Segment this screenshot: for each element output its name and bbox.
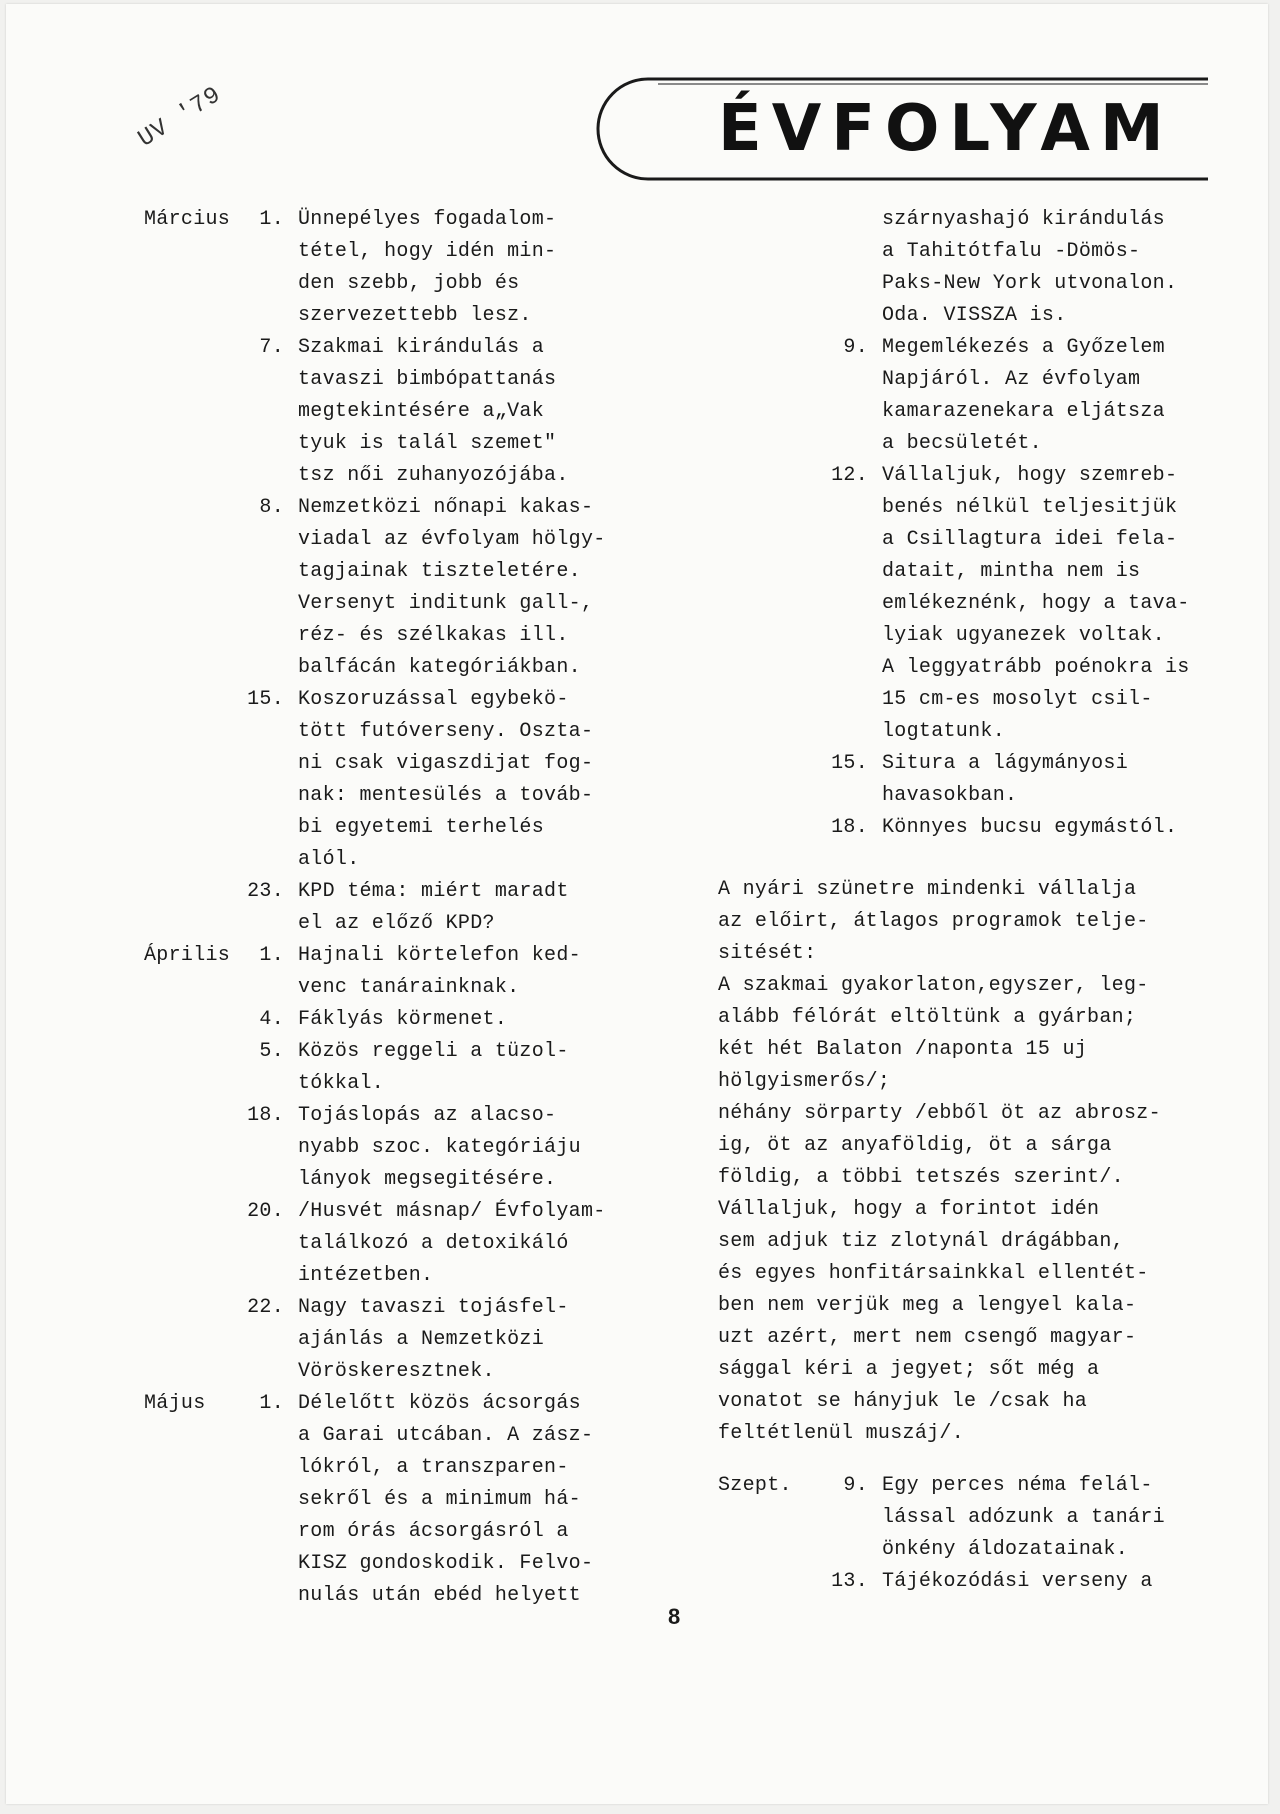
entry-month (144, 1196, 236, 1292)
calendar-entry (144, 1004, 664, 1036)
calendar-entry (144, 1388, 664, 1612)
left-column (144, 204, 664, 1612)
entry-text: Könnyes bucsu egymástól. (882, 816, 1178, 839)
calendar-entry (144, 1196, 664, 1292)
calendar-entry (144, 332, 664, 492)
entry-month: Április (144, 944, 231, 967)
header-banner (588, 76, 1208, 182)
entry-day: 1. (259, 208, 284, 231)
entry-day: 1. (259, 1392, 284, 1415)
calendar-entry (144, 940, 664, 1004)
entry-day: 15. (831, 752, 868, 775)
entry-month (144, 1292, 236, 1388)
entry-text: Nagy tavaszi tojásfel- ajánlás a Nemzetközi Vöröskeresztnek. (298, 1296, 569, 1383)
entry-month (144, 1004, 236, 1036)
entry-day: 8. (259, 496, 284, 519)
entry-day: 18. (831, 816, 868, 839)
corner-stamp: UV '79 (133, 81, 227, 154)
entry-month (144, 1036, 236, 1100)
entry-day: 4. (259, 1008, 284, 1031)
entry-month (144, 492, 236, 684)
entry-text: /Husvét másnap/ Évfolyam- találkozó a detoxikáló intézetben. (298, 1200, 606, 1287)
calendar-entry (144, 492, 664, 684)
entry-month (144, 1100, 236, 1196)
entry-month (718, 812, 806, 844)
entry-day: 1. (259, 944, 284, 967)
calendar-entry (718, 1470, 1218, 1566)
entry-month: Szept. (718, 1474, 792, 1497)
entry-month (144, 684, 236, 876)
entry-month (144, 876, 236, 940)
calendar-entry (144, 1100, 664, 1196)
entry-month: Május (144, 1392, 206, 1415)
entry-text: Hajnali körtelefon ked- venc tanárainknak. (298, 944, 581, 999)
calendar-entry (144, 204, 664, 332)
entry-text: Situra a lágymányosi havasokban. (882, 752, 1129, 807)
calendar-entry (718, 1566, 1218, 1598)
entry-text: Nemzetközi nőnapi kakas- viadal az évfolyam hölgy- tagjainak tiszteletére. Versenyt inditunk gall-, réz- és szélkakas ill. balfácán kategóriákban. (298, 496, 606, 679)
entry-day: 15. (247, 688, 284, 711)
entry-text: Megemlékezés a Győzelem Napjáról. Az évfolyam kamarazenekara eljátsza a becsületét. (882, 336, 1165, 455)
calendar-entry (144, 684, 664, 876)
entry-month (718, 460, 806, 748)
entry-text: Közös reggeli a tüzol- tókkal. (298, 1040, 569, 1095)
entry-text: Tájékozódási verseny a (882, 1570, 1153, 1593)
entry-day: 18. (247, 1104, 284, 1127)
calendar-entry (718, 812, 1218, 844)
entry-month (718, 1566, 806, 1598)
calendar-entry (718, 204, 1218, 332)
entry-text: szárnyashajó kirándulás a Tahitótfalu -Dömös- Paks-New York utvonalon. Oda. VISSZA is. (882, 208, 1178, 327)
calendar-entry (718, 460, 1218, 748)
entry-day: 5. (259, 1040, 284, 1063)
entry-day: 23. (247, 880, 284, 903)
entry-text: Egy perces néma felál- lással adózunk a tanári önkény áldozatainak. (882, 1474, 1165, 1561)
summer-paragraph: A nyári szünetre mindenki vállalja az előirt, átlagos programok telje- sitését: A szakmai gyakorlaton,egyszer, leg- alább félórát eltöltünk a gyárban; két hét Balaton /naponta 15 uj hölgyismerős/; néhány sörparty /ebből öt az abrosz- ig, öt az anyaföldig, öt a sárga földig, a többi tetszés szerint/. Vállaljuk, hogy a forintot idén sem adjuk tiz zlotynál drágábban, és egyes honfitársainkkal ellentét- ben nem verjük meg a lengyel kala- uzt azért, mert nem csengő magyar- sággal kéri a jegyet; sőt még a vonatot se hányjuk le /csak ha feltétlenül muszáj/. (718, 878, 1161, 1445)
calendar-entry (144, 1036, 664, 1100)
right-column (718, 204, 1218, 1598)
entry-month (718, 332, 806, 460)
entry-text: Délelőtt közös ácsorgás a Garai utcában. A zász- lókról, a transzparen- sekről és a minimum há- rom órás ácsorgásról a KISZ gondoskodik. Felvo- nulás után ebéd helyett (298, 1392, 594, 1607)
entry-month (144, 332, 236, 492)
entry-day: 13. (831, 1570, 868, 1593)
entry-text: Ünnepélyes fogadalom- tétel, hogy idén min- den szebb, jobb és szervezettebb lesz. (298, 208, 557, 327)
entry-month (718, 204, 806, 332)
entry-day: 9. (843, 1474, 868, 1497)
entry-day: 9. (843, 336, 868, 359)
page-number: 8 (668, 1604, 681, 1629)
entry-day: 12. (831, 464, 868, 487)
calendar-entry (144, 876, 664, 940)
entry-text: Vállaljuk, hogy szemreb- benés nélkül teljesitjük a Csillagtura idei fela- datait, mintha nem is emlékeznénk, hogy a tava- lyiak ugyanezek voltak. A leggyatrább poénokra is 15 cm-es mosolyt csil- logtatunk. (882, 464, 1190, 743)
entry-day: 7. (259, 336, 284, 359)
entry-text: Tojáslopás az alacso- nyabb szoc. kategóriáju lányok megsegitésére. (298, 1104, 581, 1191)
entry-month (718, 748, 806, 812)
calendar-entry (718, 748, 1218, 812)
entry-text: Szakmai kirándulás a tavaszi bimbópattanás megtekintésére a„Vak tyuk is talál szemet" tsz női zuhanyozójába. (298, 336, 569, 487)
entry-month: Március (144, 208, 231, 231)
entry-day: 22. (247, 1296, 284, 1319)
entry-text: KPD téma: miért maradt el az előző KPD? (298, 880, 569, 935)
document-page (6, 4, 1268, 1804)
entry-text: Koszoruzással egybekö- tött futóverseny. Oszta- ni csak vigaszdijat fog- nak: mentesülés a továb- bi egyetemi terhelés alól. (298, 688, 594, 871)
entry-day (806, 204, 882, 332)
calendar-entry (718, 332, 1218, 460)
entry-day: 20. (247, 1200, 284, 1223)
page-title: ÉVFOLYAM (718, 92, 1174, 166)
entry-text: Fáklyás körmenet. (298, 1008, 508, 1031)
calendar-entry (144, 1292, 664, 1388)
